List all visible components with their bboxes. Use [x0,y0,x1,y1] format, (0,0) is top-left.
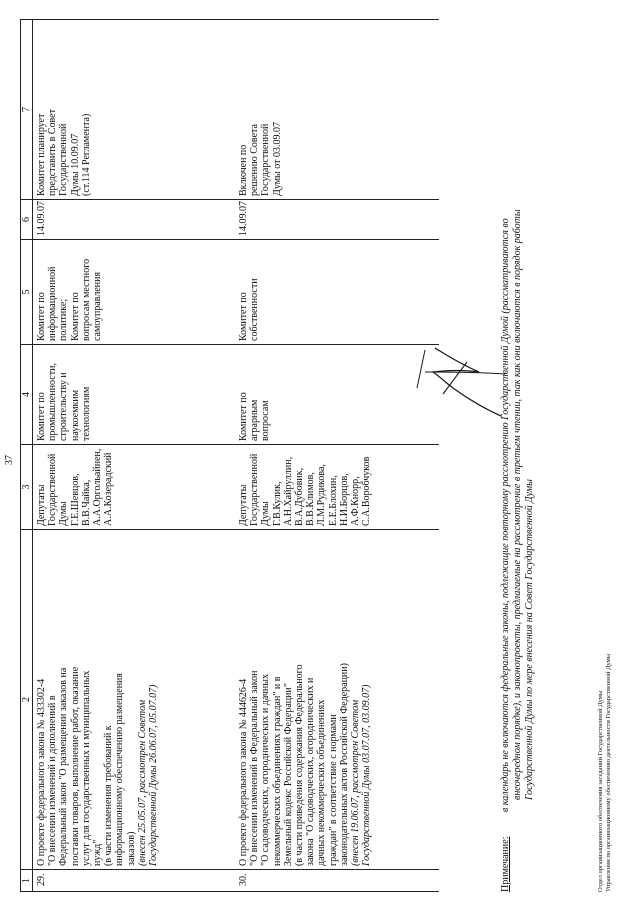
table-row [232,20,439,892]
page-number: 37 [4,455,15,465]
bill-submission-note: (внесен 25.05.07, рассмотрен Советом [136,699,148,866]
column-header: 5 [21,240,33,345]
column-header: 7 [21,20,33,200]
lead-committee: Комитет по аграрным вопросам [232,345,439,445]
note-text: в календарь не включаются федеральные законы, подлежащие повторному рассмотрению Государственной Думой (рассматриваются во внеочередном порядке), и законопроекты, предлагаемые на рассмотрение в третьем чтении, так как они включаются в порядок работы Государственной Думы по мере внесения на Совет Государственной Думы [500,209,535,812]
row-number: 29. [33,870,233,892]
column-header: 2 [21,530,33,870]
footer-department: Отдел организационного обеспечения заседаний Государственной Думы Управления по организационному обеспечению деятельности Государственной Думы [597,653,612,892]
row-number: 30. [232,870,439,892]
planned-date: 14.09.07 [33,200,233,240]
status-note: Комитет планирует представить в Совет Государственной Думы 10.09.07 (ст.114 Регламента) [33,20,233,200]
calendar-table [20,19,439,892]
lead-committee: Комитет по промышленности, строительству и наукоемким технологиям [33,345,233,445]
table-header-row [21,20,33,892]
co-committees: Комитет по информационной политике; Комитет по вопросам местного самоуправления [33,240,233,345]
column-header: 6 [21,200,33,240]
column-header: 3 [21,445,33,530]
bill-authors: Депутаты Государственной Думы Г.Е.Шевцов, В.В.Чайка, А.А.Оргольайнен, А.А.Козерадский [33,445,233,530]
bill-submission-note: (внесен 19.06.07, рассмотрен Советом [350,699,362,866]
table-row [33,20,233,892]
column-header: 4 [21,345,33,445]
status-note: Включен по решению Совета Государственной Думы от 03.09.07 [232,20,439,200]
co-committees: Комитет по собственности [232,240,439,345]
note-label: Примечание: [500,836,511,892]
bill-title: О проекте федерального закона № 433302-4 "О внесении изменений и дополнений в Федеральный закон "О размещении заказов на поставки товаров, выполнение работ, оказание услуг для государственных и муниципальных нужд" (в части изменения требований к информационному обеспечению размещения заказов) (внесен 25.05.07, рассмотрен Советом Государственной Думы 26.06.07, 05.07.07) [33,530,233,870]
bill-title: О проекте федерального закона № 444626-4 "О внесении изменений в Федеральный закон "О садоводческих, огороднических и дачных некоммерческих объединениях граждан" и в Земельный кодекс Российской Федерации" (в части приведения содержания Федерального закона "О садоводческих, огороднических и дачных некоммерческих объединениях граждан" в соответствие с нормами законодательных актов Российской Федерации) (внесен 19.06.07, рассмотрен Советом Государственной Думы 03.07.07, 03.09.07) [232,530,439,870]
signature [405,322,515,422]
column-header: 1 [21,870,33,892]
planned-date: 14.09.07 [232,200,439,240]
bill-authors: Депутаты Государственной Думы Г.В.Кулик, А.Н.Хайруллин, В.А.Дубовик, В.В.Климов, Л.М.Рудикова, Е.Е.Блохин, Н.И.Борцов, А.Ф.Кнорр, С.А.Воробчуков [232,445,439,530]
